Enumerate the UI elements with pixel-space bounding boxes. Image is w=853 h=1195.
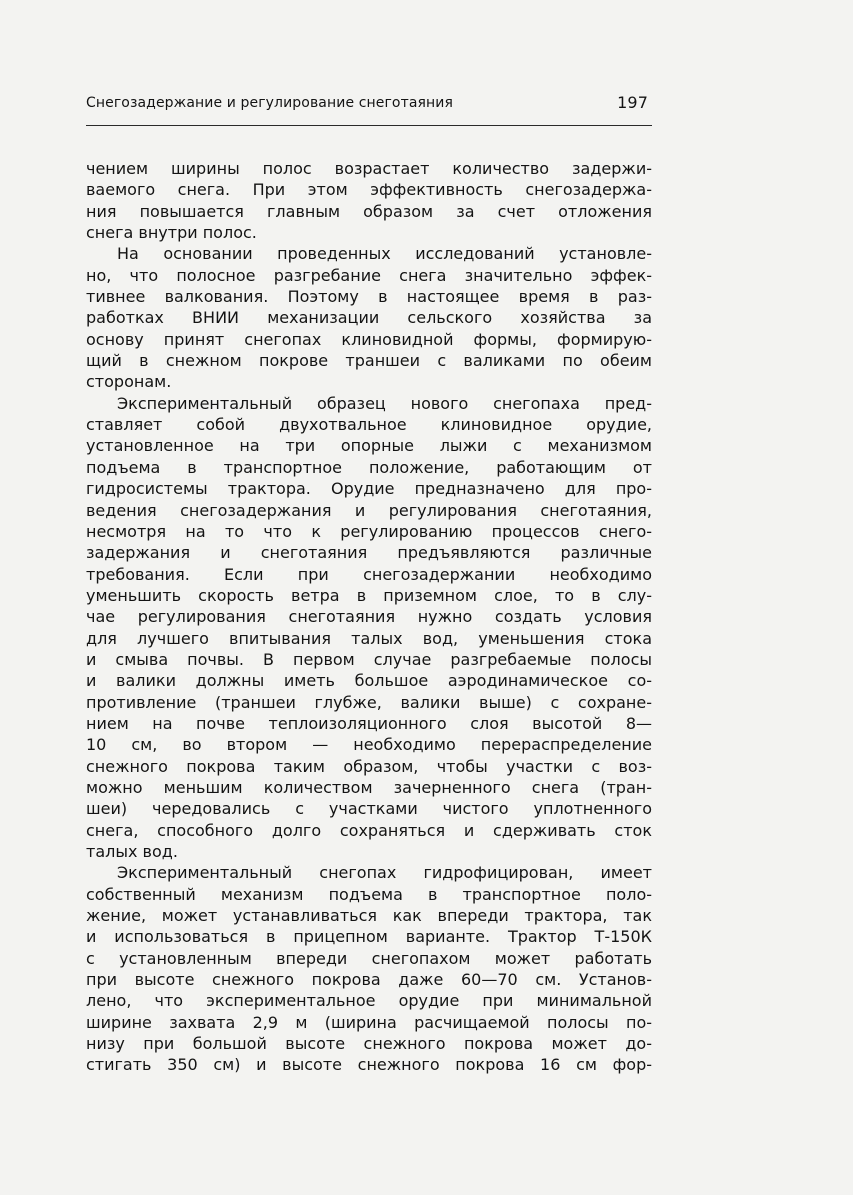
header-rule	[86, 125, 652, 126]
text-line: стигать 350 см) и высоте снежного покрова 16 см фор-	[86, 1055, 652, 1075]
text-line: Экспериментальный образец нового снегопаха пред-	[117, 393, 652, 413]
paragraph	[86, 243, 652, 392]
text-line: уменьшить скорость ветра в приземном слое, то в слу-	[86, 585, 652, 605]
text-line: основу принят снегопах клиновидной формы, формирую-	[86, 329, 652, 349]
body-text	[86, 158, 652, 1076]
text-line: снега, способного долго сохраняться и сдерживать сток	[86, 820, 652, 840]
text-line: но, что полосное разгребание снега значительно эффек-	[86, 265, 652, 285]
text-line: ния повышается главным образом за счет отложения	[86, 201, 652, 221]
text-line: при высоте снежного покрова даже 60—70 см. Установ-	[86, 970, 652, 990]
text-line: снега внутри полос.	[86, 223, 257, 243]
text-line: 10 см, во втором — необходимо перераспределение	[86, 735, 652, 755]
text-line: лено, что экспериментальное орудие при минимальной	[86, 991, 652, 1011]
paragraph	[86, 393, 652, 863]
text-line: установленное на три опорные лыжи с механизмом	[86, 436, 652, 456]
text-line: работках ВНИИ механизации сельского хозяйства за	[86, 308, 652, 328]
text-line: с установленным впереди снегопахом может работать	[86, 948, 652, 968]
text-line: чае регулирования снеготаяния нужно создать условия	[86, 607, 652, 627]
text-line: щий в снежном покрове траншеи с валиками по обеим	[86, 351, 652, 371]
running-title: Снегозадержание и регулирование снеготаяния	[86, 95, 454, 111]
text-line: чением ширины полос возрастает количество задержи-	[86, 159, 652, 178]
text-line: тивнее валкования. Поэтому в настоящее время в раз-	[86, 287, 652, 307]
text-line: сторонам.	[86, 372, 172, 392]
text-line: для лучшего впитывания талых вод, уменьшения стока	[86, 628, 652, 648]
page-number: 197	[617, 93, 648, 112]
text-line: подъема в транспортное положение, работающим от	[86, 457, 652, 477]
text-line: и смыва почвы. В первом случае разгребаемые полосы	[86, 649, 652, 669]
text-line: ведения снегозадержания и регулирования снеготаяния,	[86, 500, 652, 520]
text-line: противление (траншеи глубже, валики выше) с сохране-	[86, 692, 652, 712]
text-line: снежного покрова таким образом, чтобы участки с воз-	[86, 756, 652, 776]
text-line: нием на почве теплоизоляционного слоя высотой 8—	[86, 713, 652, 733]
text-line: На основании проведенных исследований установле-	[117, 244, 652, 264]
text-line: Экспериментальный снегопах гидрофицирован, имеет	[117, 863, 652, 883]
text-line: можно меньшим количеством зачерненного снега (тран-	[86, 777, 652, 797]
text-line: гидросистемы трактора. Орудие предназначено для про-	[86, 479, 652, 499]
paragraph	[86, 158, 652, 243]
text-line: низу при большой высоте снежного покрова может до-	[86, 1034, 652, 1054]
text-line: жение, может устанавливаться как впереди трактора, так	[86, 906, 652, 926]
paragraph	[86, 862, 652, 1075]
text-line: и использоваться в прицепном варианте. Трактор Т-150К	[86, 927, 652, 947]
text-line: талых вод.	[86, 842, 178, 861]
text-line: требования. Если при снегозадержании необходимо	[86, 564, 652, 584]
text-line: ставляет собой двухотвальное клиновидное орудие,	[86, 415, 652, 435]
text-line: собственный механизм подъема в транспортное поло-	[86, 884, 652, 904]
text-line: задержания и снеготаяния предъявляются различные	[86, 543, 652, 563]
text-line: и валики должны иметь большое аэродинамическое со-	[86, 671, 652, 691]
text-line: ваемого снега. При этом эффективность снегозадержа-	[86, 180, 652, 200]
text-line: шеи) чередовались с участками чистого уплотненного	[86, 799, 652, 819]
text-line: несмотря на то что к регулированию процессов снего-	[86, 521, 652, 541]
text-line: ширине захвата 2,9 м (ширина расчищаемой полосы по-	[86, 1012, 652, 1032]
